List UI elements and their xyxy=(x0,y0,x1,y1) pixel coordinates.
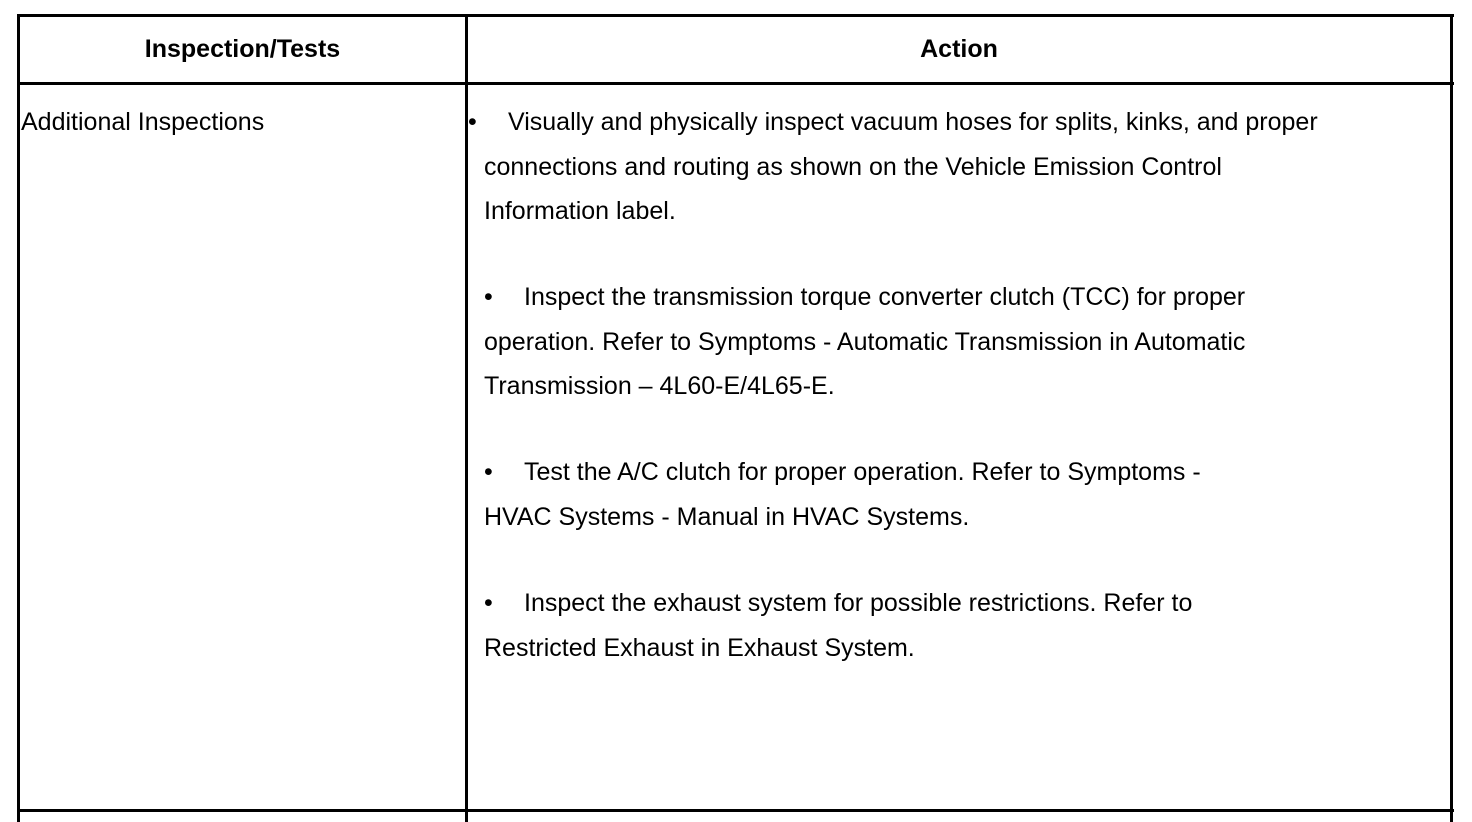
action-item-line: Transmission – 4L60-E/4L65-E. xyxy=(484,372,835,400)
action-item-line: Restricted Exhaust in Exhaust System. xyxy=(484,633,915,662)
action-item-exhaust xyxy=(484,581,1434,670)
action-item-line: Visually and physically inspect vacuum hoses for splits, kinks, and proper xyxy=(508,108,1318,136)
bullet-symbol: • xyxy=(468,108,477,136)
action-item-line: operation. Refer to Symptoms - Automatic Transmission in Automatic xyxy=(484,327,1246,356)
bullet-symbol: • xyxy=(484,458,493,486)
bullet-symbol: • xyxy=(484,283,493,311)
bullet-symbol: • xyxy=(484,589,493,617)
header-action: Action xyxy=(920,35,998,63)
row-label-additional-inspections: Additional Inspections xyxy=(21,108,265,136)
header-inspection-tests: Inspection/Tests xyxy=(144,35,341,63)
table-bottom-border xyxy=(17,809,1454,812)
action-item-vacuum-hoses xyxy=(468,100,1434,234)
action-item-ac-clutch xyxy=(484,450,1434,539)
table-left-border xyxy=(17,14,20,822)
action-item-line: Test the A/C clutch for proper operation. Refer to Symptoms - xyxy=(524,458,1201,486)
action-item-line: Information label. xyxy=(484,197,676,225)
table-right-border xyxy=(1450,14,1453,822)
action-item-line: Inspect the transmission torque converter clutch (TCC) for proper xyxy=(524,283,1246,311)
action-item-line: connections and routing as shown on the Vehicle Emission Control xyxy=(484,152,1222,181)
action-item-line: Inspect the exhaust system for possible restrictions. Refer to xyxy=(524,589,1193,617)
table-header-divider xyxy=(17,82,1454,85)
action-item-line: HVAC Systems - Manual in HVAC Systems. xyxy=(484,502,970,531)
action-item-tcc xyxy=(484,275,1434,409)
